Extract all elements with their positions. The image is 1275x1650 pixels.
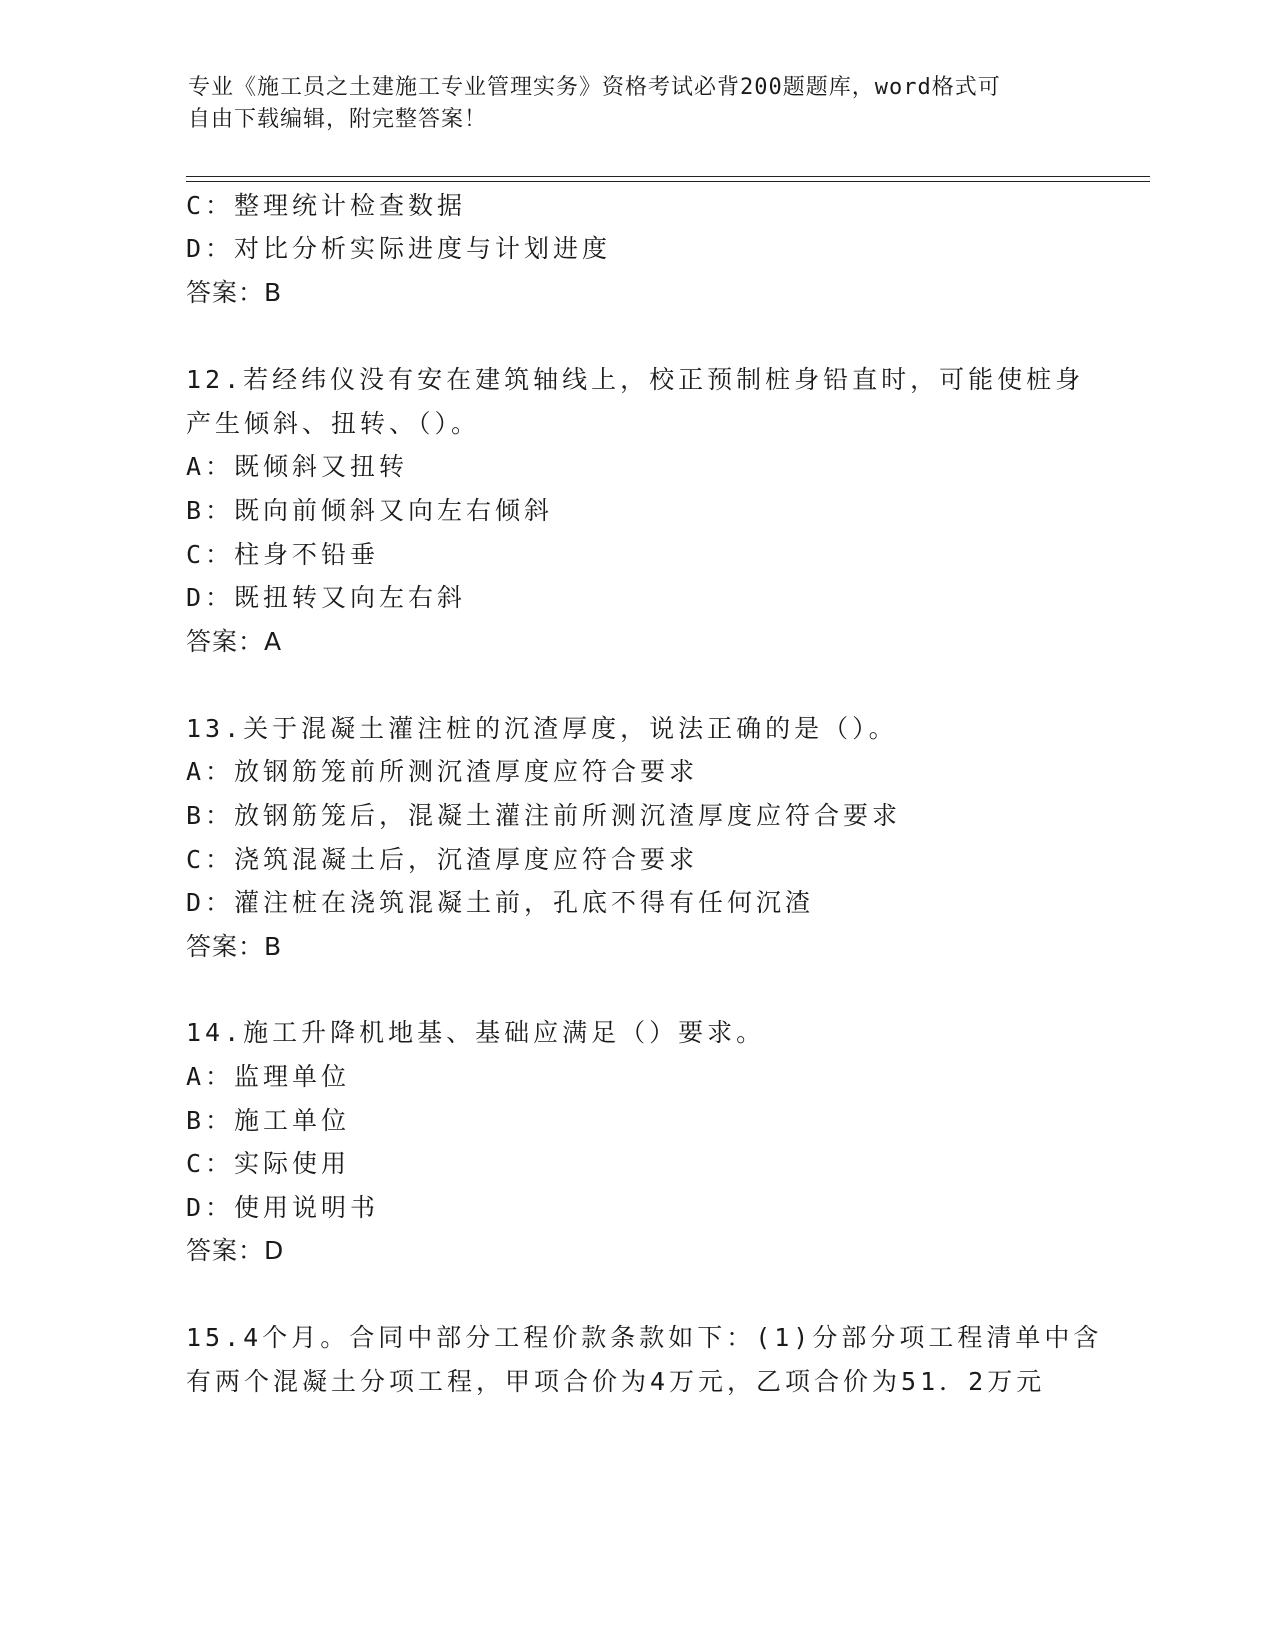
- document-header: [188, 72, 1068, 136]
- q13-option-a: A：放钢筋笼前所测沉渣厚度应符合要求: [186, 757, 699, 786]
- q12-option-d: D：既扭转又向左右斜: [186, 583, 467, 612]
- q12-stem-line-1: 12.若经纬仪没有安在建筑轴线上，校正预制桩身铅直时，可能使桩身: [186, 365, 1085, 394]
- q11-answer: 答案：B: [186, 278, 283, 307]
- header-divider-bottom: [186, 181, 1150, 182]
- q13-option-d: D：灌注桩在浇筑混凝土前，孔底不得有任何沉渣: [186, 888, 815, 917]
- q12-answer: 答案：A: [186, 627, 283, 656]
- q15-stem-line-1: 15.4个月。合同中部分工程价款条款如下：(1)分部分项工程清单中含: [186, 1323, 1103, 1352]
- header-divider-top: [186, 176, 1150, 177]
- q11-option-c: C：整理统计检查数据: [186, 191, 467, 220]
- q12-stem-line-2: 产生倾斜、扭转、（）。: [186, 409, 481, 438]
- q13-stem: 13.关于混凝土灌注桩的沉渣厚度，说法正确的是（）。: [186, 714, 898, 743]
- q14-option-b: B：施工单位: [186, 1106, 351, 1135]
- q13-option-b: B：放钢筋笼后，混凝土灌注前所测沉渣厚度应符合要求: [186, 801, 902, 830]
- q15-stem-line-2: 有两个混凝土分项工程，甲项合价为4万元，乙项合价为51．2万元: [186, 1367, 1046, 1396]
- q12-option-b: B：既向前倾斜又向左右倾斜: [186, 496, 554, 525]
- q14-answer: 答案：D: [186, 1236, 285, 1265]
- q12-option-a: A：既倾斜又扭转: [186, 452, 409, 481]
- q14-option-d: D：使用说明书: [186, 1193, 380, 1222]
- q13-answer: 答案：B: [186, 932, 283, 961]
- q13-option-c: C：浇筑混凝土后，沉渣厚度应符合要求: [186, 845, 699, 874]
- q14-stem: 14.施工升降机地基、基础应满足（）要求。: [186, 1018, 766, 1047]
- q14-option-a: A：监理单位: [186, 1062, 351, 1091]
- q14-option-c: C：实际使用: [186, 1149, 351, 1178]
- header-line-2: 自由下载编辑，附完整答案！: [188, 107, 488, 132]
- q11-option-d: D：对比分析实际进度与计划进度: [186, 234, 612, 263]
- q12-option-c: C：柱身不铅垂: [186, 540, 380, 569]
- header-line-1: 专业《施工员之土建施工专业管理实务》资格考试必背200题题库，word格式可: [188, 75, 1001, 100]
